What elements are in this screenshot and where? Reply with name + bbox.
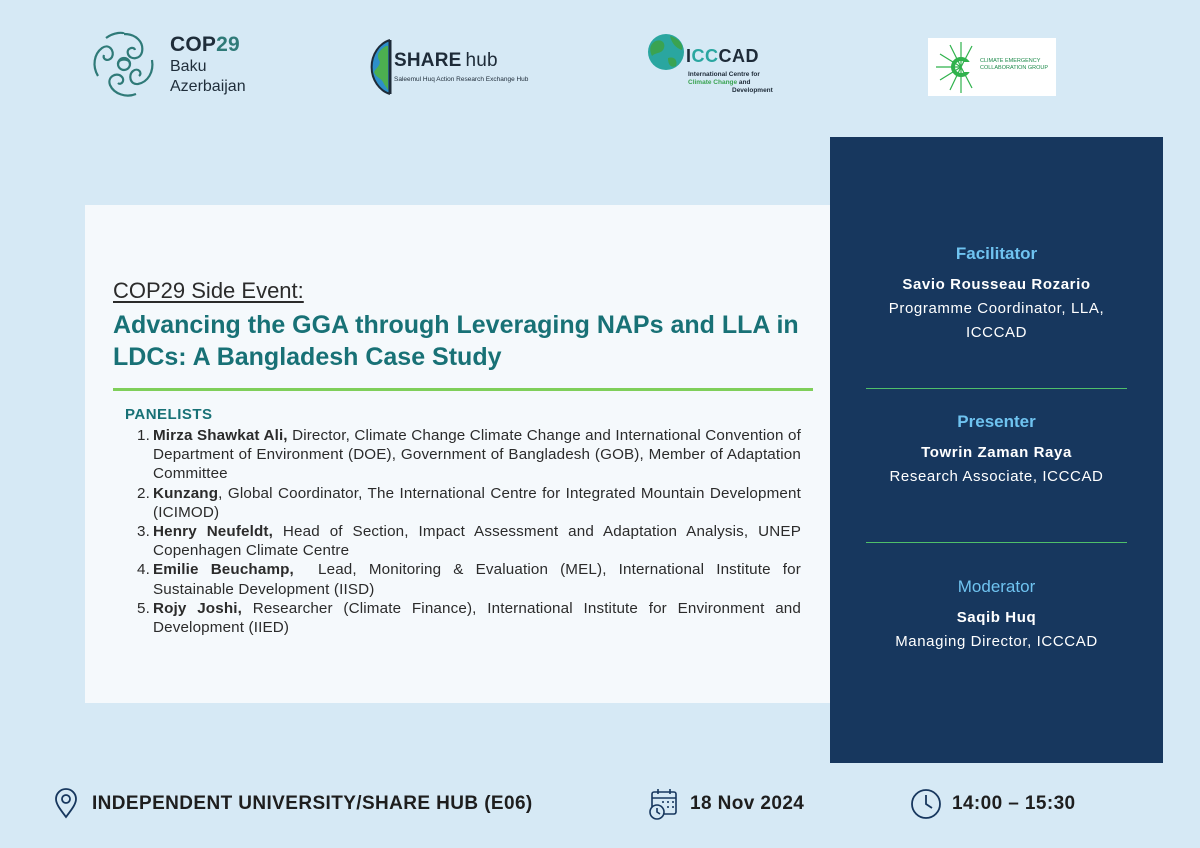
panelist-name: Kunzang [153,484,219,502]
title-divider [113,388,813,391]
moderator-block [830,577,1163,654]
speakers-panel [830,137,1163,763]
cop29-wordmark [170,34,246,95]
panel-divider [866,542,1127,543]
cop29-city: Baku [170,58,207,75]
icccad-sub-line2 [688,79,773,87]
moderator-role: Managing Director, ICCCAD [895,633,1098,650]
facilitator-org: ICCCAD [965,324,1028,341]
share-hub-tagline: Saleemul Huq Action Research Exchange Hub [394,76,529,83]
moderator-name: Saqib Huq [956,609,1037,626]
cop-text: COP [170,33,217,56]
cop29-title [170,34,246,55]
panelist-desc: Head of Section, Impact Assessment and Adaptation Analysis, UNEP Copenhagen Climate Centre [153,523,801,560]
calendar-clock-icon [648,787,680,821]
icccad-fullname [688,71,773,95]
ceg-burst-icon [928,38,980,96]
icccad-sub-line3: Development [732,87,773,94]
location-pin-icon [50,787,82,821]
icccad-sub-line1: International Centre for [688,71,760,78]
date-info [648,786,804,822]
icccad-name-b: CC [691,46,719,66]
panelist-name: Mirza Shawkat Ali, [153,427,288,444]
location-text: INDEPENDENT UNIVERSITY/SHARE HUB (E06) [92,793,533,814]
time-text: 14:00 – 15:30 [952,793,1076,814]
facilitator-role: Programme Coordinator, LLA, [888,300,1105,317]
share-name: SHARE [394,50,462,71]
panelist-item [137,426,801,484]
facilitator-block [830,244,1163,345]
panelist-desc: Director, Climate Change Climate Change and International Convention of Department of Environment (DOE), Government of Bangladesh (GOB), Member of Adaptation Committee [153,427,801,483]
location-info [50,786,533,822]
facilitator-name: Savio Rousseau Rozario [902,276,1091,293]
presenter-title: Presenter [957,412,1036,431]
icccad-sub-line2a: Climate Change [688,79,738,86]
panelist-item [137,484,801,522]
share-suffix: hub [465,50,498,71]
cop29-emblem-icon [88,28,160,100]
panelist-list [137,426,806,637]
clock-icon [910,787,942,821]
ceg-wordmark [980,58,1048,72]
panel-divider [866,388,1127,389]
panelist-item [137,522,801,560]
icccad-name-a: I [686,46,692,66]
panelist-number: 5. [137,599,150,617]
presenter-name: Towrin Zaman Raya [921,444,1072,461]
date-text: 18 Nov 2024 [690,793,805,814]
ceg-line1: CLIMATE EMERGENCY [980,58,1041,64]
ceg-logo [928,38,1056,96]
icccad-wordmark [686,46,759,67]
panelist-item [137,599,801,637]
panelist-desc: Lead, Monitoring & Evaluation (MEL), International Institute for Sustainable Development (IISD) [153,561,806,598]
panelist-item [137,560,806,598]
panelist-desc: , Global Coordinator, The International Centre for Integrated Mountain Development (ICIMOD) [153,484,801,521]
panelist-number: 4. [137,561,150,579]
event-card [85,205,830,703]
panelist-name: Henry Neufeldt, [153,523,274,541]
event-title: Advancing the GGA through Leveraging NAPs and LLA in LDCs: A Bangladesh Case Study [113,311,799,371]
panelist-number: 2. [137,484,150,502]
panelist-number: 1. [137,427,150,444]
icccad-globe-icon [646,32,686,72]
icccad-name-c: CAD [718,46,760,66]
time-info [910,786,1076,822]
icccad-logo [646,32,786,102]
panelist-name: Emilie Beuchamp, [153,561,294,579]
share-hub-logo [366,38,529,98]
panelist-name: Rojy Joshi, [153,599,243,617]
panelist-number: 3. [137,523,150,541]
globe-icon [366,38,392,96]
panelist-desc: Researcher (Climate Finance), International Institute for Environment and Development (IIED) [153,599,802,637]
cop29-country: Azerbaijan [170,78,246,95]
icccad-sub-line2b: and [737,79,751,86]
presenter-role: Research Associate, ICCCAD [889,468,1104,485]
panelists-heading: PANELISTS [125,406,213,423]
presenter-block [830,412,1163,489]
share-hub-wordmark [394,50,498,72]
ceg-line2: COLLABORATION GROUP [980,65,1049,71]
cop29-logo [88,28,268,100]
cop-number: 29 [216,33,240,56]
event-label: COP29 Side Event: [113,278,304,303]
moderator-title: Moderator [957,577,1036,596]
facilitator-title: Facilitator [955,244,1038,263]
